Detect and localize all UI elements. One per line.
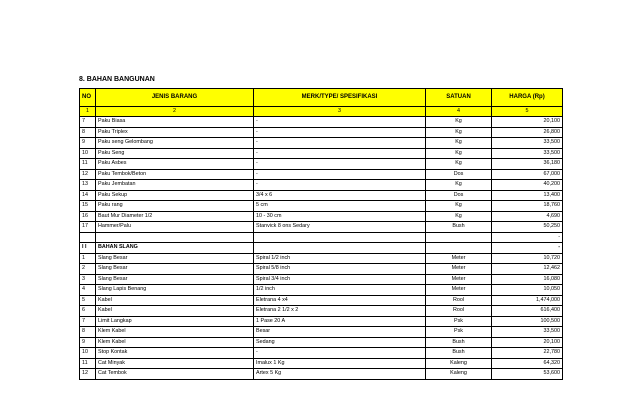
cell-unit: Bush bbox=[426, 222, 492, 233]
cell-item: Paku seng Gelombang bbox=[96, 138, 254, 149]
table-row bbox=[80, 148, 563, 159]
cell-no: 12 bbox=[80, 169, 96, 180]
cell-unit: Dos bbox=[426, 190, 492, 201]
cell-spec: Artex 5 Kg bbox=[254, 369, 426, 380]
cell-item: Paku rang bbox=[96, 201, 254, 212]
cell-no: 2 bbox=[80, 264, 96, 275]
cell-item: Klem Kabel bbox=[96, 327, 254, 338]
table-row bbox=[80, 369, 563, 380]
cell-item: Paku Triplex bbox=[96, 127, 254, 138]
cell-no: 10 bbox=[80, 148, 96, 159]
cell-unit: Kg bbox=[426, 148, 492, 159]
table-row bbox=[80, 138, 563, 149]
table-row bbox=[80, 190, 563, 201]
cell-spec: Spiral 3/4 inch bbox=[254, 274, 426, 285]
cell-price: 53,600 bbox=[492, 369, 563, 380]
cell-spec: 1/2 inch bbox=[254, 285, 426, 296]
section-title: 8. BAHAN BANGUNAN bbox=[79, 76, 155, 83]
cell-price: - bbox=[492, 243, 563, 254]
cell-no: 9 bbox=[80, 337, 96, 348]
column-header-no: NO bbox=[80, 89, 96, 107]
table-row bbox=[80, 232, 563, 243]
cell-item: Paku Seng bbox=[96, 148, 254, 159]
cell-no: 3 bbox=[80, 274, 96, 285]
cell-item: Cat Tembok bbox=[96, 369, 254, 380]
cell-price: 36,180 bbox=[492, 159, 563, 170]
cell-price: 13,400 bbox=[492, 190, 563, 201]
cell-item: Paku Asbes bbox=[96, 159, 254, 170]
price-table bbox=[79, 88, 563, 380]
table-row bbox=[80, 201, 563, 212]
table-row bbox=[80, 337, 563, 348]
cell-price: 33,500 bbox=[492, 148, 563, 159]
cell-no: 5 bbox=[80, 295, 96, 306]
table-row bbox=[80, 159, 563, 170]
cell-no: 12 bbox=[80, 369, 96, 380]
cell-unit: Rool bbox=[426, 306, 492, 317]
cell-price: 67,000 bbox=[492, 169, 563, 180]
cell-price: 10,050 bbox=[492, 285, 563, 296]
cell-no: 13 bbox=[80, 180, 96, 191]
cell-unit: Rool bbox=[426, 295, 492, 306]
cell-unit: Kg bbox=[426, 211, 492, 222]
cell-no: 14 bbox=[80, 190, 96, 201]
table-row bbox=[80, 127, 563, 138]
section-subheader-row bbox=[80, 243, 563, 254]
cell-unit: Psk bbox=[426, 316, 492, 327]
cell-spec: - bbox=[254, 117, 426, 128]
cell-spec: - bbox=[254, 180, 426, 191]
cell-spec: - bbox=[254, 138, 426, 149]
cell-item: Kabel bbox=[96, 295, 254, 306]
cell-item: Cat Minyak bbox=[96, 358, 254, 369]
cell-unit: Bush bbox=[426, 348, 492, 359]
cell-price: 18,760 bbox=[492, 201, 563, 212]
cell-item: Limit Langkap bbox=[96, 316, 254, 327]
cell-item: Klem Kabel bbox=[96, 337, 254, 348]
cell-no: 17 bbox=[80, 222, 96, 233]
cell-price: - bbox=[492, 232, 563, 243]
cell-spec: - bbox=[254, 148, 426, 159]
cell-spec: Eletrana 2 1/2 x 2 bbox=[254, 306, 426, 317]
cell-unit: Psk bbox=[426, 327, 492, 338]
cell-unit: Kaleng bbox=[426, 358, 492, 369]
cell-item: Slang Lapis Benang bbox=[96, 285, 254, 296]
cell-price: 22,780 bbox=[492, 348, 563, 359]
cell-item bbox=[96, 232, 254, 243]
cell-item: Kabel bbox=[96, 306, 254, 317]
cell-spec: - bbox=[254, 127, 426, 138]
cell-price: 10,720 bbox=[492, 253, 563, 264]
header-row bbox=[80, 89, 563, 107]
cell-item: Baut Mur Diameter 1/2 bbox=[96, 211, 254, 222]
table-row bbox=[80, 274, 563, 285]
cell-no: 7 bbox=[80, 316, 96, 327]
table-row bbox=[80, 295, 563, 306]
column-number: 4 bbox=[426, 107, 492, 117]
cell-no: 1 bbox=[80, 253, 96, 264]
table-row bbox=[80, 180, 563, 191]
cell-price: 64,320 bbox=[492, 358, 563, 369]
cell-no bbox=[80, 232, 96, 243]
cell-unit bbox=[426, 243, 492, 254]
cell-no: 11 bbox=[80, 159, 96, 170]
cell-spec: Spiral 5/8 inch bbox=[254, 264, 426, 275]
column-number: 5 bbox=[492, 107, 563, 117]
cell-unit: Kg bbox=[426, 127, 492, 138]
cell-spec: Besar bbox=[254, 327, 426, 338]
cell-price: 33,500 bbox=[492, 138, 563, 149]
cell-spec bbox=[254, 243, 426, 254]
cell-price: 26,800 bbox=[492, 127, 563, 138]
cell-price: 100,500 bbox=[492, 316, 563, 327]
cell-unit: Kg bbox=[426, 159, 492, 170]
cell-item: Hammer/Palu bbox=[96, 222, 254, 233]
cell-item: Stop Kontak bbox=[96, 348, 254, 359]
cell-no: 8 bbox=[80, 327, 96, 338]
cell-no: 16 bbox=[80, 211, 96, 222]
cell-unit: Kg bbox=[426, 201, 492, 212]
cell-spec: 10 - 30 cm bbox=[254, 211, 426, 222]
cell-unit: Bush bbox=[426, 337, 492, 348]
table-row bbox=[80, 222, 563, 233]
table-row bbox=[80, 264, 563, 275]
cell-unit: Meter bbox=[426, 264, 492, 275]
cell-no: I I bbox=[80, 243, 96, 254]
cell-spec: - bbox=[254, 159, 426, 170]
cell-price: 50,250 bbox=[492, 222, 563, 233]
cell-no: 4 bbox=[80, 285, 96, 296]
cell-unit: Meter bbox=[426, 274, 492, 285]
table-row bbox=[80, 211, 563, 222]
table-row bbox=[80, 327, 563, 338]
cell-no: 11 bbox=[80, 358, 96, 369]
cell-spec: 5 cm bbox=[254, 201, 426, 212]
cell-price: 1,474,000 bbox=[492, 295, 563, 306]
cell-unit: Kaleng bbox=[426, 369, 492, 380]
cell-no: 8 bbox=[80, 127, 96, 138]
table-row bbox=[80, 348, 563, 359]
cell-spec bbox=[254, 232, 426, 243]
cell-item: Paku Sekup bbox=[96, 190, 254, 201]
cell-price: 4,690 bbox=[492, 211, 563, 222]
cell-spec: Sedang bbox=[254, 337, 426, 348]
column-header-price: HARGA (Rp) bbox=[492, 89, 563, 107]
cell-price: 616,400 bbox=[492, 306, 563, 317]
column-number: 3 bbox=[254, 107, 426, 117]
table-row bbox=[80, 316, 563, 327]
column-header-spec: MERK/TYPE/ SPESIFIKASI bbox=[254, 89, 426, 107]
column-number: 1 bbox=[80, 107, 96, 117]
cell-unit: Meter bbox=[426, 253, 492, 264]
table-row bbox=[80, 169, 563, 180]
cell-spec: 1 Pase 20 A bbox=[254, 316, 426, 327]
cell-item: Slang Besar bbox=[96, 264, 254, 275]
cell-spec: Imalux 1 Kg bbox=[254, 358, 426, 369]
cell-price: 20,100 bbox=[492, 117, 563, 128]
cell-spec: 3/4 x 6 bbox=[254, 190, 426, 201]
cell-item: Paku Biasa bbox=[96, 117, 254, 128]
cell-item: Slang Besar bbox=[96, 274, 254, 285]
table-row bbox=[80, 358, 563, 369]
column-number-row bbox=[80, 107, 563, 117]
cell-price: 33,500 bbox=[492, 327, 563, 338]
cell-no: 15 bbox=[80, 201, 96, 212]
column-header-item: JENIS BARANG bbox=[96, 89, 254, 107]
table-row bbox=[80, 306, 563, 317]
cell-no: 7 bbox=[80, 117, 96, 128]
column-number: 2 bbox=[96, 107, 254, 117]
cell-item: Paku Jembatan bbox=[96, 180, 254, 191]
cell-no: 6 bbox=[80, 306, 96, 317]
cell-price: 12,462 bbox=[492, 264, 563, 275]
cell-no: 10 bbox=[80, 348, 96, 359]
cell-unit: Kg bbox=[426, 117, 492, 128]
cell-unit: Meter bbox=[426, 285, 492, 296]
table-row bbox=[80, 117, 563, 128]
cell-unit bbox=[426, 232, 492, 243]
column-header-unit: SATUAN bbox=[426, 89, 492, 107]
table-body bbox=[80, 117, 563, 380]
cell-no: 9 bbox=[80, 138, 96, 149]
table-row bbox=[80, 253, 563, 264]
cell-spec: Stanvick 8 ons Sedary bbox=[254, 222, 426, 233]
cell-spec: - bbox=[254, 169, 426, 180]
cell-spec: - bbox=[254, 348, 426, 359]
cell-unit: Dos bbox=[426, 169, 492, 180]
cell-price: 20,100 bbox=[492, 337, 563, 348]
cell-item: Slang Besar bbox=[96, 253, 254, 264]
cell-spec: Eletrana 4 x4 bbox=[254, 295, 426, 306]
cell-item: BAHAN SLANG bbox=[96, 243, 254, 254]
cell-price: 16,080 bbox=[492, 274, 563, 285]
cell-item: Paku Tembok/Beton bbox=[96, 169, 254, 180]
cell-price: 40,200 bbox=[492, 180, 563, 191]
cell-unit: Kg bbox=[426, 138, 492, 149]
table-row bbox=[80, 285, 563, 296]
cell-unit: Kg bbox=[426, 180, 492, 191]
cell-spec: Spiral 1/2 inch bbox=[254, 253, 426, 264]
